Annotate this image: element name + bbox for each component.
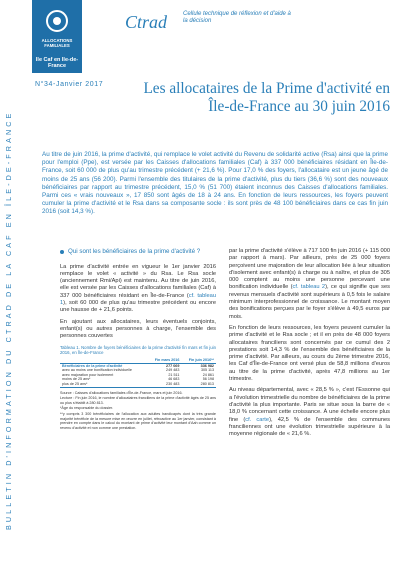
- para-text: ), ce qui signifie que ses revenus mensuels d'activité sont supérieurs à 0,5 fois le salaire minimum interprofessionnel de croissance. Le montant moyen des bonifications perçues par le foyer s'élève à 49,5 euros par mois.: [229, 284, 390, 320]
- body-paragraph: En ajoutant aux allocataires, leurs éventuels conjoints, enfant(s) ou autres personnes à charge, l'ensemble des personnes couvertes: [60, 318, 216, 340]
- table-cell: 305 113: [200, 368, 214, 373]
- ctrad-tagline: Cellule technique de réflexion et d'aide à la décision: [183, 11, 291, 24]
- table-cell: avec au moins une bonification individuelle: [62, 368, 132, 373]
- table-header-cell: Fin mars 2016: [148, 358, 182, 363]
- issue-number: N°34-Janvier 2017: [35, 81, 104, 88]
- table-source: Source : Caisses d'allocations familiales d'Île-de-France, mars et juin 2016.: [60, 390, 183, 395]
- table-cell: 24 861: [202, 372, 214, 377]
- bulletin-vertical-title: BULLETIN D'INFORMATION DU CTRAD DE LA CAF EN ÎLE-DE-FRANCE: [4, 110, 13, 530]
- table-cell: 280 813: [181, 382, 216, 387]
- intro-paragraph: Au titre de juin 2016, la prime d'activité, qui remplace le volet activité du Revenu de solidarité active (Rsa) ainsi que la prime pour l'emploi (Ppe), est versée par les Caisses d'allocations familiales (Caf) à 337 000 bénéficiaires résidant en Île-de-France, soit 60 000 de plus qu'au trimestre précédent (+ 21,6 %). Pour 17,0 % des foyers, l'allocataire est un jeune âgé de moins de 25 ans (56 200). Parmi l'ensemble des titulaires de la prime d'activité, plus du tiers (36,6 %) sont des nouveaux bénéficiaires par rapport au trimestre précédent, 15,0 % (51 700) étaient inconnus des Caisses d'allocations familiales. Parmi ces « vrais nouveaux », 17 850 sont âgés de 18 à 24 ans. En fonction de leurs ressources, les foyers peuvent cumuler la prime d'activité et le Rsa dans sa composante socle : ils sont près de 48 100 bénéficiaires dans ce cas fin juin 2016 (soit 14,3 %).: [42, 151, 388, 216]
- table-cell: 336 982: [200, 363, 214, 368]
- table-cell: moins de 25 ans*: [62, 377, 91, 382]
- para-text: Au niveau départemental, avec « 28,5 % », c'est l'Essonne qui a l'évolution trimestrielle du nombre de bénéficiaires de la prime d'activité la plus importante. Paris se situe sous la barre de « 18,0 % concernant cette croissance. À une échelle encore plus fine (: [229, 387, 390, 423]
- table-cell: plus de 25 ans*: [60, 382, 148, 387]
- body-paragraph: [229, 387, 390, 438]
- table-cell: 56 198: [202, 377, 214, 382]
- section-heading: [60, 248, 216, 256]
- right-column: [229, 248, 390, 442]
- table-cell: 21 511: [168, 372, 180, 377]
- para-text: par la prime d'activité s'élève à 717 100 fin juin 2016 (+ 115 000 par rapport à mars). Par ailleurs, près de 25 000 foyers perçoivent une majoration de leur allocation liée à leur situation d'isolement avec enfant(s) à charge ou à naître, et plus de 305 000 comptent au moins une personne percevant une bonification individuelle (: [229, 248, 390, 291]
- table-ref-link[interactable]: cf. tableau 1: [60, 292, 216, 307]
- para-text: La prime d'activité entrée en vigueur le 1er janvier 2016 remplace le volet « activité » du Rsa. Le Rsa socle (anciennement Rmi/Api) est maintenu. Au titre de juin 2016, elle est versée par les Caisses d'allocations familiales (Caf) à 337 000 bénéficiaires résidant en Île-de-France (: [60, 263, 216, 299]
- table-cell: 277 069: [166, 363, 180, 368]
- para-text: ), soit 60 000 de plus qu'au trimestre précédent ou encore une hausse de + 21,6 points.: [60, 300, 216, 314]
- table-row: [60, 382, 216, 387]
- bullet-icon: [60, 250, 64, 254]
- table-header-cell: Fin juin 2016**: [181, 358, 216, 363]
- section-heading-text: Qui sont les bénéficiaires de la prime d'activité ?: [68, 248, 201, 255]
- table-note: **y compris 3 300 bénéficiaires de l'allocation aux adultes handicapés dont la très grande majorité bénéficie de la mesure mise en œuvre en juillet, rétroactive au 1er janvier, consistant à prendre en compte dans le calcul du montant de prime d'activité leur montant d'Aah comme un revenu d'activité et non comme une prestation.: [60, 411, 216, 430]
- table-lecture: Lecture : Fin juin 2016, le nombre d'allocataires franciliens de la prime d'activité âgés de 25 ans ou plus s'établit à 280 813.: [60, 396, 216, 405]
- body-paragraph: [229, 248, 390, 321]
- table-cell: 249 483: [166, 368, 180, 373]
- caf-logo-mark-icon: [46, 10, 68, 32]
- sidebar-band: [0, 0, 30, 567]
- table-note: *Âge du responsable du dossier.: [60, 406, 114, 411]
- caf-logo: [32, 0, 82, 73]
- logo-org-line2: Ile Caf en Ile-de-France: [35, 57, 79, 69]
- table-ref-link[interactable]: cf. tableau 2: [292, 284, 326, 291]
- page-title: Les allocataires de la Prime d'activité en Île-de-France au 30 juin 2016: [143, 80, 390, 115]
- map-ref-link[interactable]: cf. carte: [245, 416, 270, 423]
- table-cell: Bénéficiaires de la prime d'activité: [62, 363, 123, 368]
- table-cell: 230 483: [148, 382, 182, 387]
- left-column: [60, 248, 216, 431]
- body-paragraph: [60, 264, 216, 315]
- table-notes: [60, 391, 216, 431]
- data-table: [60, 358, 216, 388]
- para-text: ), 42,5 % de l'ensemble des communes franciliennes ont une évolution trimestrielle supérieure à la moyenne régionale de « 21,6 %.: [229, 416, 390, 438]
- ctrad-brand: Ctrad: [125, 12, 168, 32]
- table-cell: 46 683: [168, 377, 180, 382]
- body-paragraph: En fonction de leurs ressources, les foyers peuvent cumuler la prime d'activité et le Rsa socle ; et il en près de 48 000 foyers allocataires franciliens sont concernés par ce cumul des 2 prestations soit 14,3 % de l'ensemble des bénéficiaires de la prime d'activité. Par ailleurs, au cours du 2ème trimestre 2016, les Caf d'Île-de-France ont versé plus de 58,8 millions d'euros au titre de la prime d'activité, après 47,8 millions au 1er trimestre.: [229, 324, 390, 383]
- logo-org-line1: ALLOCATIONS FAMILIALES: [41, 38, 73, 48]
- table-cell: avec majoration pour isolement: [62, 372, 114, 377]
- table-caption: Tableau 1. Nombre de foyers bénéficiaires de la prime d'activité fin mars et fin juin 2016, en Île-de-France: [60, 344, 216, 355]
